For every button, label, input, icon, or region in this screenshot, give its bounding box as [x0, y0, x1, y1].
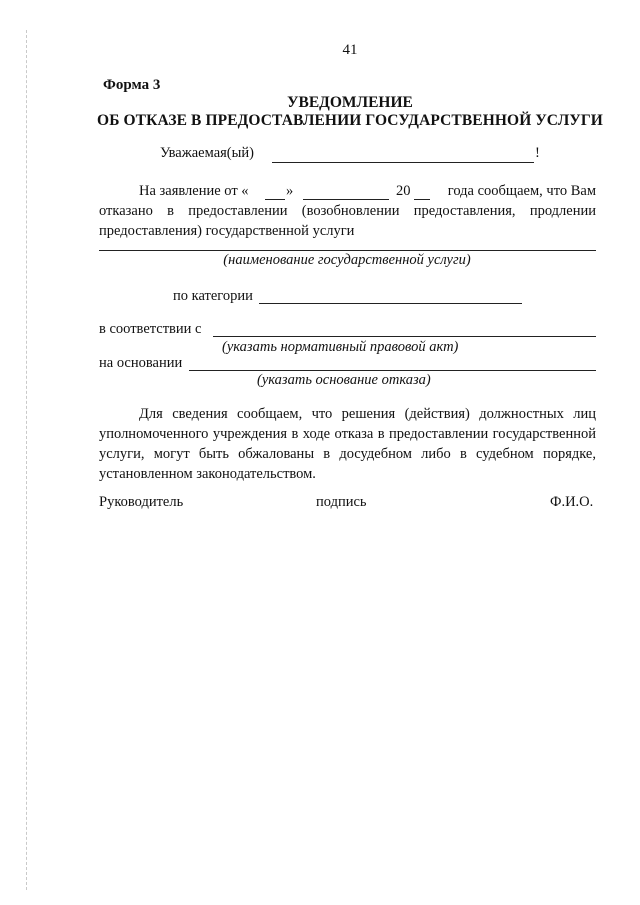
scan-edge [26, 30, 27, 890]
basis-caption: (указать основание отказа) [257, 372, 431, 388]
legal-act-blank[interactable] [213, 336, 596, 337]
signature-head-label: Руководитель [99, 494, 184, 510]
statement-quote-close: » [286, 183, 294, 199]
statement-year-prefix: 20 [396, 183, 411, 199]
statement-line-2: отказано в предоставлении (возобновлении предоставления, продлении [99, 203, 596, 219]
service-name-caption: (наименование государственной услуги) [223, 252, 471, 268]
day-blank[interactable] [265, 199, 285, 200]
legal-act-caption: (указать нормативный правовой акт) [222, 339, 459, 355]
greeting-label: Уважаемая(ый) [160, 145, 254, 161]
signature-name-label: Ф.И.О. [550, 494, 594, 510]
accordance-label: в соответствии с [99, 321, 202, 337]
basis-label: на основании [99, 355, 183, 371]
statement-text-end: года сообщаем, что Вам [447, 183, 596, 199]
form-label: Форма 3 [103, 77, 161, 93]
addressee-blank[interactable] [272, 162, 534, 163]
statement-text-start: На заявление от « [139, 183, 249, 199]
month-blank[interactable] [303, 199, 389, 200]
info-paragraph: Для сведения сообщаем, что решения (действия) должностных лиц уполномоченного учреждения в ходе отказа в предоставлении государственной услуги, могут быть обжалованы в досудебном либо в судебном порядке, установленном законодательством. [99, 406, 596, 482]
basis-blank[interactable] [189, 370, 596, 371]
document-subtitle: ОБ ОТКАЗЕ В ПРЕДОСТАВЛЕНИИ ГОСУДАРСТВЕННОЙ УСЛУГИ [97, 112, 603, 129]
page-number: 41 [342, 42, 358, 58]
document-title: УВЕДОМЛЕНИЕ [287, 94, 413, 111]
greeting-exclamation: ! [535, 145, 540, 161]
statement-line-3: предоставления) государственной услуги [99, 223, 355, 239]
category-blank[interactable] [259, 303, 522, 304]
year-blank[interactable] [414, 199, 430, 200]
category-label: по категории [173, 288, 253, 304]
signature-sign-label: подпись [316, 494, 367, 510]
service-name-blank[interactable] [99, 250, 596, 251]
